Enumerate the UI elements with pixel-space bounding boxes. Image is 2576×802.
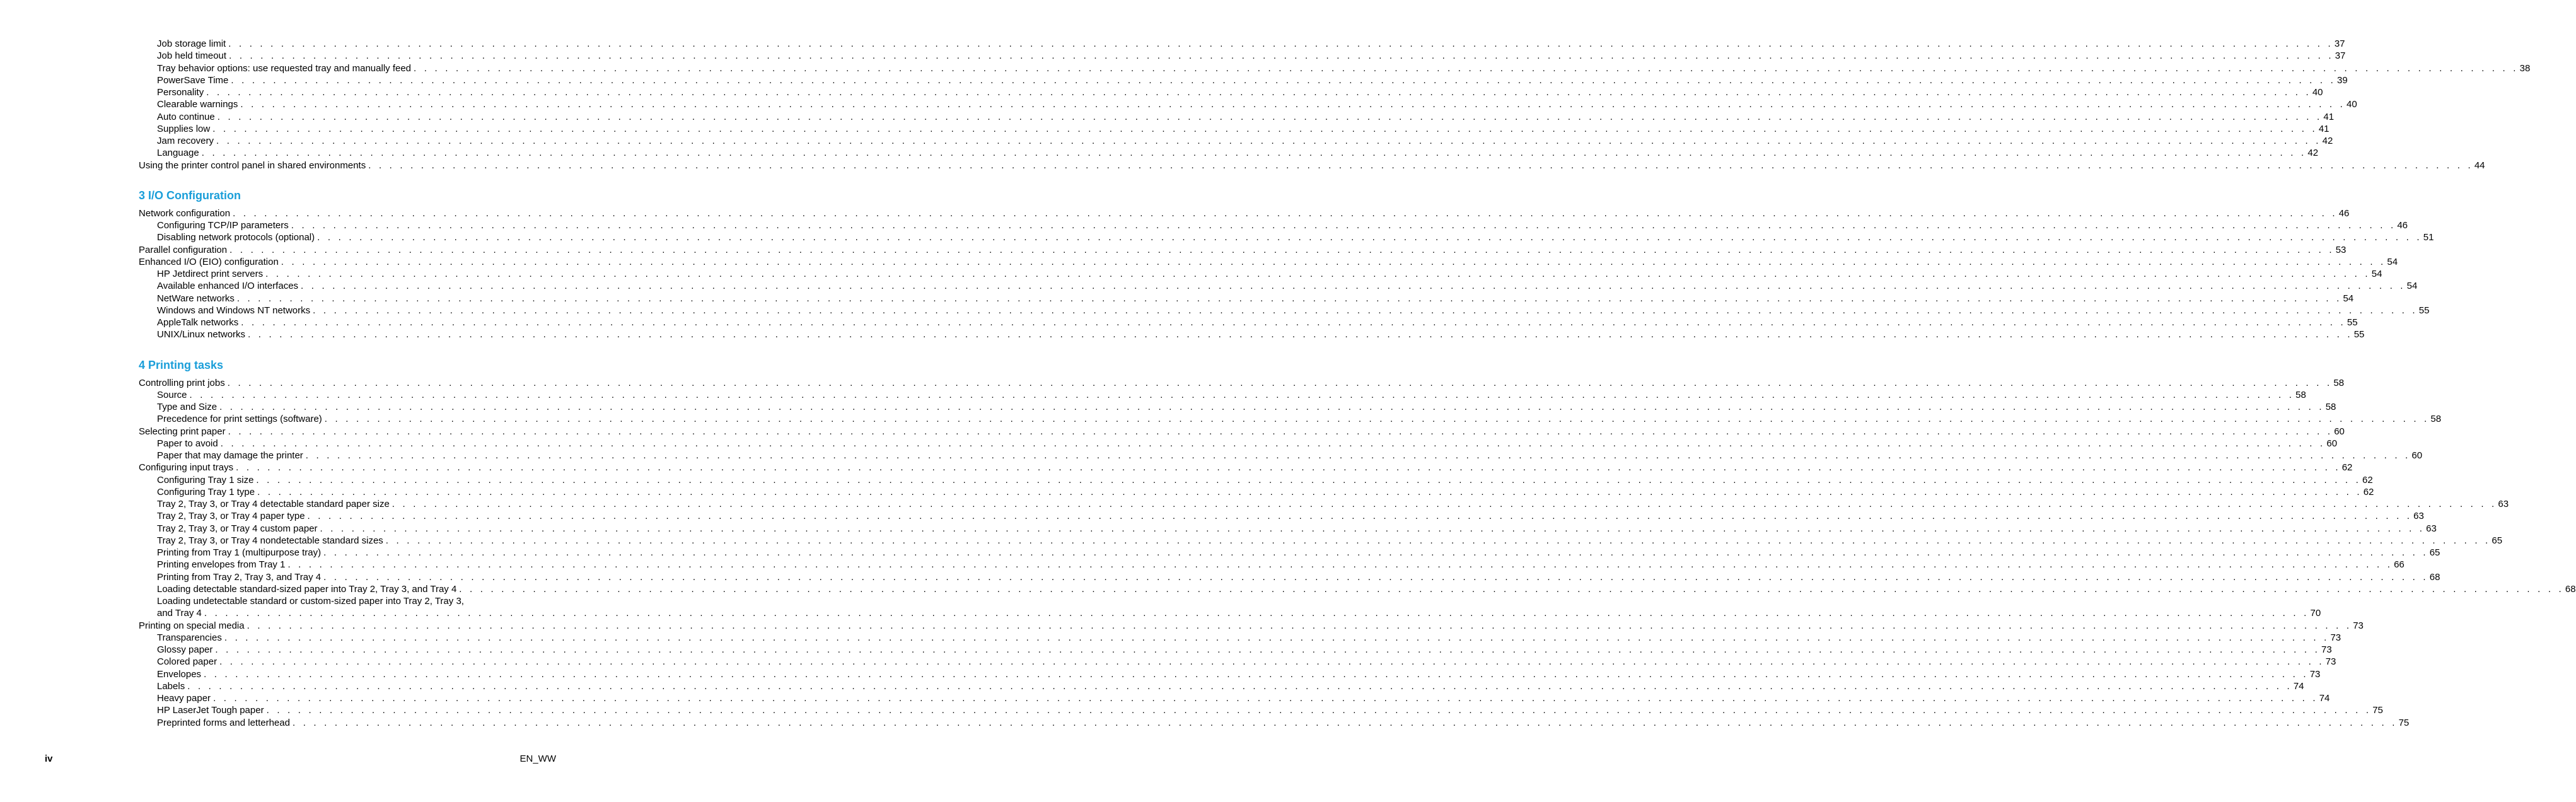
toc-entry-title: Transparencies: [157, 632, 222, 643]
toc-entry-title: HP LaserJet Tough paper: [157, 705, 264, 716]
toc-entry-title: Tray 2, Tray 3, or Tray 4 paper type: [157, 511, 305, 522]
toc-entry-title: Tray 2, Tray 3, or Tray 4 detectable standard paper size: [157, 499, 390, 509]
toc-entry-page: 74: [2293, 680, 2304, 692]
dot-leader: . . . . . . . . . . . . . . . . . . . . . . . . . . . . . . . . . . . . . . . . . . . . . . . . . . . . . . . . . . . . . . . . . . . . . . . . . . . . . . . . . . . . . . . . . . . . . . . . . . . . . . . . . . . . . . . . . . . . . . . . . . . . . . . . . . . . . . . . . . . . . . . . . . . . . . . . . . . . . . . . . . . . . . . . . . . . . . . . . . . . . . . . . . . . . . . . . . . . . . . .: [320, 523, 2425, 534]
dot-leader: . . . . . . . . . . . . . . . . . . . . . . . . . . . . . . . . . . . . . . . . . . . . . . . . . . . . . . . . . . . . . . . . . . . . . . . . . . . . . . . . . . . . . . . . . . . . . . . . . . . . . . . . . . . . . . . . . . . . . . . . . . . . . . . . . . . . . . . . . . . . . . . . . . . . . . . . . . . . . . . . . . . . . . . . . . . . . . . . . . . . . . . . . . . . . . . . . . . . . . . .: [229, 244, 2335, 255]
toc-entry[interactable]: [139, 426, 2345, 438]
toc-entry-title: Printing on special media: [139, 620, 245, 631]
dot-leader: . . . . . . . . . . . . . . . . . . . . . . . . . . . . . . . . . . . . . . . . . . . . . . . . . . . . . . . . . . . . . . . . . . . . . . . . . . . . . . . . . . . . . . . . . . . . . . . . . . . . . . . . . . . . . . . . . . . . . . . . . . . . . . . . . . . . . . . . . . . . . . . . . . . . . . . . . . . . . . . . . . . . . . . . . . . . . . . . . . . . . . . . . . . . . . . . . . . . . . . .: [212, 123, 2318, 134]
toc-entry-title: Clearable warnings: [157, 99, 238, 110]
dot-leader: . . . . . . . . . . . . . . . . . . . . . . . . . . . . . . . . . . . . . . . . . . . . . . . . . . . . . . . . . . . . . . . . . . . . . . . . . . . . . . . . . . . . . . . . . . . . . . . . . . . . . . . . . . . . . . . . . . . . . . . . . . . . . . . . . . . . . . . . . . . . . . . . . . . . . . . . . . . . . . . . . . . . . . . . . . . . . . . . . . . . . . . . . . . . . . . . . . . . . . . .: [216, 136, 2321, 146]
toc-entry-title: Jam recovery: [157, 136, 214, 146]
toc-entry-title: Selecting print paper: [139, 426, 226, 437]
toc-entry-title: HP Jetdirect print servers: [157, 269, 264, 279]
toc-entry-title: Paper to avoid: [157, 438, 218, 449]
toc-entry-page: 37: [2334, 38, 2345, 49]
toc-entry[interactable]: [139, 401, 2336, 413]
toc-entry-page: 74: [2319, 693, 2330, 704]
toc-entry-title: Tray 2, Tray 3, or Tray 4 custom paper: [157, 523, 318, 534]
toc-entry-title: Heavy paper: [157, 693, 211, 704]
dot-leader: . . . . . . . . . . . . . . . . . . . . . . . . . . . . . . . . . . . . . . . . . . . . . . . . . . . . . . . . . . . . . . . . . . . . . . . . . . . . . . . . . . . . . . . . . . . . . . . . . . . . . . . . . . . . . . . . . . . . . . . . . . . . . . . . . . . . . . . . . . . . . . . . . . . . . . . . . . . . . . . . . . . . . . . . . . . . . . . . . . . . . . . . . . . . . . . . . . . . . . . .: [206, 87, 2311, 98]
toc-entry-title: Configuring Tray 1 type: [157, 486, 255, 497]
toc-entry-title: Printing envelopes from Tray 1: [157, 559, 286, 571]
toc-entry-page: 65: [2492, 535, 2503, 546]
toc-entry[interactable]: [139, 111, 2335, 123]
toc-entry[interactable]: [139, 98, 2357, 110]
toc-entry-page: 54: [2387, 256, 2398, 267]
dot-leader: . . . . . . . . . . . . . . . . . . . . . . . . . . . . . . . . . . . . . . . . . . . . . . . . . . . . . . . . . . . . . . . . . . . . . . . . . . . . . . . . . . . . . . . . . . . . . . . . . . . . . . . . . . . . . . . . . . . . . . . . . . . . . . . . . . . . . . . . . . . . . . . . . . . . . . . . . . . . . . . . . . . . . . . . . . . . . . . . . . . . . . . . . . . . . . . . . . . . . . . .: [204, 608, 2309, 619]
dot-leader: . . . . . . . . . . . . . . . . . . . . . . . . . . . . . . . . . . . . . . . . . . . . . . . . . . . . . . . . . . . . . . . . . . . . . . . . . . . . . . . . . . . . . . . . . . . . . . . . . . . . . . . . . . . . . . . . . . . . . . . . . . . . . . . . . . . . . . . . . . . . . . . . . . . . . . . . . . . . . . . . . . . . . . . . . . . . . . . . . . . . . . . . . . . . . . . . . . . . . . . .: [233, 207, 2338, 219]
toc-entry[interactable]: [139, 160, 2485, 171]
toc-entry-title: Loading detectable standard-sized paper into Tray 2, Tray 3, and Tray 4: [157, 583, 457, 595]
toc-entry-page: 58: [2325, 402, 2336, 412]
toc-entry-title: Tray 2, Tray 3, or Tray 4 nondetectable standard sizes: [157, 535, 383, 546]
toc-entry-title: Supplies low: [157, 123, 211, 134]
dot-leader: . . . . . . . . . . . . . . . . . . . . . . . . . . . . . . . . . . . . . . . . . . . . . . . . . . . . . . . . . . . . . . . . . . . . . . . . . . . . . . . . . . . . . . . . . . . . . . . . . . . . . . . . . . . . . . . . . . . . . . . . . . . . . . . . . . . . . . . . . . . . . . . . . . . . . . . . . . . . . . . . . . . . . . . . . . . . . . . . . . . . . . . . . . . . . . . . . . . . . . . .: [189, 389, 2295, 400]
dot-leader: . . . . . . . . . . . . . . . . . . . . . . . . . . . . . . . . . . . . . . . . . . . . . . . . . . . . . . . . . . . . . . . . . . . . . . . . . . . . . . . . . . . . . . . . . . . . . . . . . . . . . . . . . . . . . . . . . . . . . . . . . . . . . . . . . . . . . . . . . . . . . . . . . . . . . . . . . . . . . . . . . . . . . . . . . . . . . . . . . . . . . . . . . . . . . . . . . . . . . . . .: [187, 680, 2292, 692]
toc-entry[interactable]: [139, 38, 2345, 50]
toc-entry-page: 66: [2394, 559, 2405, 571]
dot-leader: . . . . . . . . . . . . . . . . . . . . . . . . . . . . . . . . . . . . . . . . . . . . . . . . . . . . . . . . . . . . . . . . . . . . . . . . . . . . . . . . . . . . . . . . . . . . . . . . . . . . . . . . . . . . . . . . . . . . . . . . . . . . . . . . . . . . . . . . . . . . . . . . . . . . . . . . . . . . . . . . . . . . . . . . . . . . . . . . . . . . . . . . . . . . . . . . . . . . . . . .: [228, 38, 2333, 49]
toc-entry[interactable]: [139, 498, 2509, 510]
toc-entry[interactable]: [139, 86, 2323, 98]
toc-entry-page: 68: [2565, 583, 2576, 595]
toc-entry[interactable]: [139, 207, 2350, 219]
toc-entry-page: 41: [2318, 123, 2329, 134]
toc-entry-title: Job held timeout: [157, 50, 227, 62]
dot-leader: . . . . . . . . . . . . . . . . . . . . . . . . . . . . . . . . . . . . . . . . . . . . . . . . . . . . . . . . . . . . . . . . . . . . . . . . . . . . . . . . . . . . . . . . . . . . . . . . . . . . . . . . . . . . . . . . . . . . . . . . . . . . . . . . . . . . . . . . . . . . . . . . . . . . . . . . . . . . . . . . . . . . . . . . . . . . . . . . . . . . . . . . . . . . . . . . . . . . . . . .: [224, 632, 2329, 643]
toc-entry[interactable]: [139, 510, 2424, 522]
toc-entry-page: 73: [2309, 668, 2321, 680]
toc-entry[interactable]: [139, 680, 2304, 692]
dot-leader: . . . . . . . . . . . . . . . . . . . . . . . . . . . . . . . . . . . . . . . . . . . . . . . . . . . . . . . . . . . . . . . . . . . . . . . . . . . . . . . . . . . . . . . . . . . . . . . . . . . . . . . . . . . . . . . . . . . . . . . . . . . . . . . . . . . . . . . . . . . . . . . . . . . . . . . . . . . . . . . . . . . . . . . . . . . . . . . . . . . . . . . . . . . . . . . . . . . . . . . .: [201, 148, 2307, 159]
toc-entry-title: NetWare networks: [157, 293, 235, 304]
toc-entry-title: Configuring input trays: [139, 462, 234, 474]
toc-entry[interactable]: [139, 620, 2364, 632]
toc-entry-title: Network configuration: [139, 207, 231, 219]
dot-leader: . . . . . . . . . . . . . . . . . . . . . . . . . . . . . . . . . . . . . . . . . . . . . . . . . . . . . . . . . . . . . . . . . . . . . . . . . . . . . . . . . . . . . . . . . . . . . . . . . . . . . . . . . . . . . . . . . . . . . . . . . . . . . . . . . . . . . . . . . . . . . . . . . . . . . . . . . . . . . . . . . . . . . . . . . . . . . . . . . . . . . . . . . . . . . . . . . . . . . . . .: [248, 329, 2353, 340]
toc-entry-page: 51: [2423, 232, 2434, 243]
toc-entry-title: Using the printer control panel in shared environments: [139, 160, 366, 171]
dot-leader: . . . . . . . . . . . . . . . . . . . . . . . . . . . . . . . . . . . . . . . . . . . . . . . . . . . . . . . . . . . . . . . . . . . . . . . . . . . . . . . . . . . . . . . . . . . . . . . . . . . . . . . . . . . . . . . . . . . . . . . . . . . . . . . . . . . . . . . . . . . . . . . . . . . . . . . . . . . . . . . . . . . . . . . . . . . . . . . . . . . . . . . . . . . . . . . . . . . . . . . .: [414, 62, 2519, 74]
toc-entry-page: 42: [2307, 148, 2319, 159]
toc-entry[interactable]: [139, 135, 2333, 147]
toc-entry[interactable]: [139, 583, 2576, 595]
toc-entry[interactable]: [139, 305, 2430, 317]
dot-leader: . . . . . . . . . . . . . . . . . . . . . . . . . . . . . . . . . . . . . . . . . . . . . . . . . . . . . . . . . . . . . . . . . . . . . . . . . . . . . . . . . . . . . . . . . . . . . . . . . . . . . . . . . . . . . . . . . . . . . . . . . . . . . . . . . . . . . . . . . . . . . . . . . . . . . . . . . . . . . . . . . . . . . . . . . . . . . . . . . . . . . . . . . . . . . . . . . . . . . . . .: [213, 693, 2318, 704]
dot-leader: . . . . . . . . . . . . . . . . . . . . . . . . . . . . . . . . . . . . . . . . . . . . . . . . . . . . . . . . . . . . . . . . . . . . . . . . . . . . . . . . . . . . . . . . . . . . . . . . . . . . . . . . . . . . . . . . . . . . . . . . . . . . . . . . . . . . . . . . . . . . . . . . . . . . . . . . . . . . . . . . . . . . . . . . . . . . . . . . . . . . . . . . . . . . . . . . . . . . . . . .: [368, 160, 2473, 171]
toc-entry[interactable]: [139, 62, 2531, 74]
toc-entry-page: 40: [2312, 87, 2323, 98]
dot-leader: . . . . . . . . . . . . . . . . . . . . . . . . . . . . . . . . . . . . . . . . . . . . . . . . . . . . . . . . . . . . . . . . . . . . . . . . . . . . . . . . . . . . . . . . . . . . . . . . . . . . . . . . . . . . . . . . . . . . . . . . . . . . . . . . . . . . . . . . . . . . . . . . . . . . . . . . . . . . . . . . . . . . . . . . . . . . . . . . . . . . . . . . . . . . . . . . . . . . . . . .: [240, 99, 2346, 110]
toc-entry-title: Disabling network protocols (optional): [157, 232, 315, 243]
toc-entry-title: Configuring Tray 1 size: [157, 474, 254, 485]
toc-entry-page: 40: [2347, 99, 2357, 110]
dot-leader: . . . . . . . . . . . . . . . . . . . . . . . . . . . . . . . . . . . . . . . . . . . . . . . . . . . . . . . . . . . . . . . . . . . . . . . . . . . . . . . . . . . . . . . . . . . . . . . . . . . . . . . . . . . . . . . . . . . . . . . . . . . . . . . . . . . . . . . . . . . . . . . . . . . . . . . . . . . . . . . . . . . . . . . . . . . . . . . . . . . . . . . . . . . . . . . . . . . . . . . .: [305, 450, 2411, 461]
toc-entry[interactable]: [139, 317, 2358, 328]
dot-leader: . . . . . . . . . . . . . . . . . . . . . . . . . . . . . . . . . . . . . . . . . . . . . . . . . . . . . . . . . . . . . . . . . . . . . . . . . . . . . . . . . . . . . . . . . . . . . . . . . . . . . . . . . . . . . . . . . . . . . . . . . . . . . . . . . . . . . . . . . . . . . . . . . . . . . . . . . . . . . . . . . . . . . . . . . . . . . . . . . . . . . . . . . . . . . . . . . . . . . . . .: [291, 220, 2396, 231]
toc-entry-page: 73: [2330, 632, 2341, 643]
dot-leader: . . . . . . . . . . . . . . . . . . . . . . . . . . . . . . . . . . . . . . . . . . . . . . . . . . . . . . . . . . . . . . . . . . . . . . . . . . . . . . . . . . . . . . . . . . . . . . . . . . . . . . . . . . . . . . . . . . . . . . . . . . . . . . . . . . . . . . . . . . . . . . . . . . . . . . . . . . . . . . . . . . . . . . . . . . . . . . . . . . . . . . . . . . . . . . . . . . . . . . . .: [313, 305, 2418, 316]
toc-entry[interactable]: [139, 231, 2434, 243]
toc-entry[interactable]: [139, 547, 2440, 559]
toc-entry-title: Auto continue: [157, 111, 215, 122]
toc-entry-page: 54: [2371, 269, 2382, 279]
toc-entry[interactable]: [139, 632, 2341, 644]
dot-leader: . . . . . . . . . . . . . . . . . . . . . . . . . . . . . . . . . . . . . . . . . . . . . . . . . . . . . . . . . . . . . . . . . . . . . . . . . . . . . . . . . . . . . . . . . . . . . . . . . . . . . . . . . . . . . . . . . . . . . . . . . . . . . . . . . . . . . . . . . . . . . . . . . . . . . . . . . . . . . . . . . . . . . . . . . . . . . . . . . . . . . . . . . . . . . . . . . . . . . . . .: [266, 705, 2372, 716]
dot-leader: . . . . . . . . . . . . . . . . . . . . . . . . . . . . . . . . . . . . . . . . . . . . . . . . . . . . . . . . . . . . . . . . . . . . . . . . . . . . . . . . . . . . . . . . . . . . . . . . . . . . . . . . . . . . . . . . . . . . . . . . . . . . . . . . . . . . . . . . . . . . . . . . . . . . . . . . . . . . . . . . . . . . . . . . . . . . . . . . . . . . . . . . . . . . . . . . . . . . . . . .: [323, 547, 2428, 558]
toc-entry-page: 54: [2343, 293, 2354, 304]
toc-entry[interactable]: [139, 256, 2398, 268]
toc-entry-title: Preprinted forms and letterhead: [157, 717, 290, 728]
dot-leader: . . . . . . . . . . . . . . . . . . . . . . . . . . . . . . . . . . . . . . . . . . . . . . . . . . . . . . . . . . . . . . . . . . . . . . . . . . . . . . . . . . . . . . . . . . . . . . . . . . . . . . . . . . . . . . . . . . . . . . . . . . . . . . . . . . . . . . . . . . . . . . . . . . . . . . . . . . . . . . . . . . . . . . . . . . . . . . . . . . . . . . . . . . . . . . . . . . . . . . . .: [236, 293, 2342, 304]
toc-entry[interactable]: [139, 462, 2353, 474]
toc-entry[interactable]: [139, 668, 2321, 680]
toc-entry-title: Printing from Tray 1 (multipurpose tray): [157, 547, 322, 558]
dot-leader: . . . . . . . . . . . . . . . . . . . . . . . . . . . . . . . . . . . . . . . . . . . . . . . . . . . . . . . . . . . . . . . . . . . . . . . . . . . . . . . . . . . . . . . . . . . . . . . . . . . . . . . . . . . . . . . . . . . . . . . . . . . . . . . . . . . . . . . . . . . . . . . . . . . . . . . . . . . . . . . . . . . . . . . . . . . . . . . . . . . . . . . . . . . . . . . . . . . . . . . .: [220, 438, 2326, 449]
toc-entry-page: 41: [2323, 111, 2335, 122]
footer-page-number: iv: [45, 753, 53, 764]
toc-entry[interactable]: [139, 389, 2306, 401]
toc-entry-page: 68: [2429, 571, 2440, 583]
toc-entry-page: 55: [2347, 317, 2358, 328]
dot-leader: . . . . . . . . . . . . . . . . . . . . . . . . . . . . . . . . . . . . . . . . . . . . . . . . . . . . . . . . . . . . . . . . . . . . . . . . . . . . . . . . . . . . . . . . . . . . . . . . . . . . . . . . . . . . . . . . . . . . . . . . . . . . . . . . . . . . . . . . . . . . . . . . . . . . . . . . . . . . . . . . . . . . . . . . . . . . . . . . . . . . . . . . . . . . . . . . . . . . . . . .: [385, 535, 2491, 546]
toc-entry-page: 58: [2295, 389, 2306, 400]
toc-entry-title: Type and Size: [157, 402, 218, 412]
toc-entry-page: 75: [2372, 705, 2383, 716]
toc-entry-page: 55: [2418, 305, 2430, 316]
toc-entry[interactable]: [139, 438, 2338, 450]
toc-entry-title: Personality: [157, 87, 204, 98]
toc-entry-title: Glossy paper: [157, 644, 213, 655]
toc-entry-page: 62: [2362, 474, 2373, 485]
toc-entry[interactable]: [139, 559, 2405, 571]
toc-entry-page: 38: [2519, 62, 2531, 74]
toc-entry-title-line1: Loading undetectable standard or custom-sized paper into Tray 2, Tray 3,: [157, 596, 464, 607]
toc-entry[interactable]: [139, 50, 2346, 62]
toc-entry[interactable]: [139, 74, 2348, 86]
dot-leader: . . . . . . . . . . . . . . . . . . . . . . . . . . . . . . . . . . . . . . . . . . . . . . . . . . . . . . . . . . . . . . . . . . . . . . . . . . . . . . . . . . . . . . . . . . . . . . . . . . . . . . . . . . . . . . . . . . . . . . . . . . . . . . . . . . . . . . . . . . . . . . . . . . . . . . . . . . . . . . . . . . . . . . . . . . . . . . . . . . . . . . . . . . . . . . . . . . . . . . . .: [229, 50, 2334, 62]
toc-entry-page: 58: [2333, 377, 2345, 388]
toc-entry[interactable]: [139, 717, 2410, 729]
toc-entry-title: Available enhanced I/O interfaces: [157, 281, 299, 292]
dot-leader: . . . . . . . . . . . . . . . . . . . . . . . . . . . . . . . . . . . . . . . . . . . . . . . . . . . . . . . . . . . . . . . . . . . . . . . . . . . . . . . . . . . . . . . . . . . . . . . . . . . . . . . . . . . . . . . . . . . . . . . . . . . . . . . . . . . . . . . . . . . . . . . . . . . . . . . . . . . . . . . . . . . . . . . . . . . . . . . . . . . . . . . . . . . . . . . . . . . . . . . .: [228, 426, 2333, 437]
toc-entry-page: 58: [2430, 414, 2442, 425]
toc-entry-page: 75: [2398, 717, 2410, 728]
dot-leader: . . . . . . . . . . . . . . . . . . . . . . . . . . . . . . . . . . . . . . . . . . . . . . . . . . . . . . . . . . . . . . . . . . . . . . . . . . . . . . . . . . . . . . . . . . . . . . . . . . . . . . . . . . . . . . . . . . . . . . . . . . . . . . . . . . . . . . . . . . . . . . . . . . . . . . . . . . . . . . . . . . . . . . . . . . . . . . . . . . . . . . . . . . . . . . . . . . . . . . . .: [301, 281, 2406, 292]
toc-entry-title: Controlling print jobs: [139, 377, 225, 388]
dot-leader: . . . . . . . . . . . . . . . . . . . . . . . . . . . . . . . . . . . . . . . . . . . . . . . . . . . . . . . . . . . . . . . . . . . . . . . . . . . . . . . . . . . . . . . . . . . . . . . . . . . . . . . . . . . . . . . . . . . . . . . . . . . . . . . . . . . . . . . . . . . . . . . . . . . . . . . . . . . . . . . . . . . . . . . . . . . . . . . . . . . . . . . . . . . . . . . . . . . . . . . .: [231, 74, 2336, 86]
toc-entry-title: AppleTalk networks: [157, 317, 239, 328]
toc-entry-title: Enhanced I/O (EIO) configuration: [139, 256, 279, 267]
toc-entry[interactable]: [139, 450, 2423, 462]
toc-entry[interactable]: [139, 123, 2329, 135]
toc-entry-page: 73: [2353, 620, 2364, 631]
toc-entry[interactable]: [139, 268, 2382, 280]
dot-leader: . . . . . . . . . . . . . . . . . . . . . . . . . . . . . . . . . . . . . . . . . . . . . . . . . . . . . . . . . . . . . . . . . . . . . . . . . . . . . . . . . . . . . . . . . . . . . . . . . . . . . . . . . . . . . . . . . . . . . . . . . . . . . . . . . . . . . . . . . . . . . . . . . . . . . . . . . . . . . . . . . . . . . . . . . . . . . . . . . . . . . . . . . . . . . . . . . . . . . . . .: [307, 511, 2413, 522]
toc-entry-page: 62: [2363, 486, 2374, 497]
toc-entry[interactable]: [139, 293, 2354, 305]
toc-entry[interactable]: [139, 474, 2373, 486]
toc-entry-page: 73: [2321, 644, 2332, 655]
dot-leader: . . . . . . . . . . . . . . . . . . . . . . . . . . . . . . . . . . . . . . . . . . . . . . . . . . . . . . . . . . . . . . . . . . . . . . . . . . . . . . . . . . . . . . . . . . . . . . . . . . . . . . . . . . . . . . . . . . . . . . . . . . . . . . . . . . . . . . . . . . . . . . . . . . . . . . . . . . . . . . . . . . . . . . . . . . . . . . . . . . . . . . . . . . . . . . . . . . . . . . . .: [247, 620, 2352, 631]
toc-entry-page: 65: [2429, 547, 2440, 558]
toc-entry-page: 55: [2353, 329, 2365, 340]
toc-entry-page: 39: [2337, 74, 2348, 86]
toc-entry-page: 63: [2413, 511, 2424, 522]
toc-entry-title: Parallel configuration: [139, 244, 228, 255]
table-of-contents: [139, 38, 2576, 729]
dot-leader: . . . . . . . . . . . . . . . . . . . . . . . . . . . . . . . . . . . . . . . . . . . . . . . . . . . . . . . . . . . . . . . . . . . . . . . . . . . . . . . . . . . . . . . . . . . . . . . . . . . . . . . . . . . . . . . . . . . . . . . . . . . . . . . . . . . . . . . . . . . . . . . . . . . . . . . . . . . . . . . . . . . . . . . . . . . . . . . . . . . . . . . . . . . . . . . . . . . . . . . .: [204, 668, 2309, 680]
toc-entry[interactable]: [139, 692, 2330, 704]
toc-entry-title: UNIX/Linux networks: [157, 329, 246, 340]
toc-entry[interactable]: [139, 219, 2408, 231]
toc-entry[interactable]: [139, 704, 2383, 716]
toc-entry[interactable]: [139, 595, 2321, 620]
toc-entry[interactable]: [139, 644, 2332, 656]
dot-leader: . . . . . . . . . . . . . . . . . . . . . . . . . . . . . . . . . . . . . . . . . . . . . . . . . . . . . . . . . . . . . . . . . . . . . . . . . . . . . . . . . . . . . . . . . . . . . . . . . . . . . . . . . . . . . . . . . . . . . . . . . . . . . . . . . . . . . . . . . . . . . . . . . . . . . . . . . . . . . . . . . . . . . . . . . . . . . . . . . . . . . . . . . . . . . . . . . . . . . . . .: [392, 499, 2497, 509]
toc-entry[interactable]: [139, 244, 2347, 256]
toc-entry-title: Paper that may damage the printer: [157, 450, 303, 461]
toc-entry[interactable]: [139, 535, 2503, 547]
toc-entry-title: and Tray 4: [157, 608, 202, 619]
toc-entry-title: Language: [157, 148, 199, 159]
dot-leader: . . . . . . . . . . . . . . . . . . . . . . . . . . . . . . . . . . . . . . . . . . . . . . . . . . . . . . . . . . . . . . . . . . . . . . . . . . . . . . . . . . . . . . . . . . . . . . . . . . . . . . . . . . . . . . . . . . . . . . . . . . . . . . . . . . . . . . . . . . . . . . . . . . . . . . . . . . . . . . . . . . . . . . . . . . . . . . . . . . . . . . . . . . . . . . . . . . . . . . . .: [241, 317, 2346, 328]
toc-entry-page: 60: [2334, 426, 2345, 437]
toc-entry-page: 60: [2326, 438, 2338, 449]
dot-leader: . . . . . . . . . . . . . . . . . . . . . . . . . . . . . . . . . . . . . . . . . . . . . . . . . . . . . . . . . . . . . . . . . . . . . . . . . . . . . . . . . . . . . . . . . . . . . . . . . . . . . . . . . . . . . . . . . . . . . . . . . . . . . . . . . . . . . . . . . . . . . . . . . . . . . . . . . . . . . . . . . . . . . . . . . . . . . . . . . . . . . . . . . . . . . . . . . . . . . . . .: [324, 414, 2430, 425]
toc-entry[interactable]: [139, 328, 2365, 340]
dot-leader: . . . . . . . . . . . . . . . . . . . . . . . . . . . . . . . . . . . . . . . . . . . . . . . . . . . . . . . . . . . . . . . . . . . . . . . . . . . . . . . . . . . . . . . . . . . . . . . . . . . . . . . . . . . . . . . . . . . . . . . . . . . . . . . . . . . . . . . . . . . . . . . . . . . . . . . . . . . . . . . . . . . . . . . . . . . . . . . . . . . . . . . . . . . . . . . . . . . . . . . .: [256, 474, 2362, 485]
toc-entry-title: Configuring TCP/IP parameters: [157, 220, 289, 231]
toc-entry-page: 42: [2322, 136, 2333, 146]
section-heading: 3 I/O Configuration: [139, 189, 241, 202]
toc-entry-page: 37: [2335, 50, 2346, 62]
toc-entry[interactable]: [139, 523, 2437, 535]
toc-entry-title: Windows and Windows NT networks: [157, 305, 311, 316]
section-heading: 4 Printing tasks: [139, 358, 224, 371]
toc-entry[interactable]: [139, 147, 2319, 159]
dot-leader: . . . . . . . . . . . . . . . . . . . . . . . . . . . . . . . . . . . . . . . . . . . . . . . . . . . . . . . . . . . . . . . . . . . . . . . . . . . . . . . . . . . . . . . . . . . . . . . . . . . . . . . . . . . . . . . . . . . . . . . . . . . . . . . . . . . . . . . . . . . . . . . . . . . . . . . . . . . . . . . . . . . . . . . . . . . . . . . . . . . . . . . . . . . . . . . . . . . . . . . .: [459, 583, 2564, 595]
toc-entry[interactable]: [139, 571, 2440, 583]
dot-leader: . . . . . . . . . . . . . . . . . . . . . . . . . . . . . . . . . . . . . . . . . . . . . . . . . . . . . . . . . . . . . . . . . . . . . . . . . . . . . . . . . . . . . . . . . . . . . . . . . . . . . . . . . . . . . . . . . . . . . . . . . . . . . . . . . . . . . . . . . . . . . . . . . . . . . . . . . . . . . . . . . . . . . . . . . . . . . . . . . . . . . . . . . . . . . . . . . . . . . . . .: [317, 232, 2422, 243]
toc-entry-page: 60: [2411, 450, 2423, 461]
toc-entry[interactable]: [139, 377, 2345, 389]
toc-entry-page: 44: [2474, 160, 2485, 171]
toc-entry-page: 53: [2335, 244, 2347, 255]
toc-entry[interactable]: [139, 413, 2442, 425]
toc-entry-title: Labels: [157, 680, 185, 692]
toc-entry-page: 46: [2397, 220, 2408, 231]
toc-entry-title: Tray behavior options: use requested tray and manually feed: [157, 62, 412, 74]
toc-entry[interactable]: [139, 280, 2418, 292]
toc-entry-page: 63: [2498, 499, 2509, 509]
dot-leader: . . . . . . . . . . . . . . . . . . . . . . . . . . . . . . . . . . . . . . . . . . . . . . . . . . . . . . . . . . . . . . . . . . . . . . . . . . . . . . . . . . . . . . . . . . . . . . . . . . . . . . . . . . . . . . . . . . . . . . . . . . . . . . . . . . . . . . . . . . . . . . . . . . . . . . . . . . . . . . . . . . . . . . . . . . . . . . . . . . . . . . . . . . . . . . . . . . . . . . . .: [215, 644, 2320, 655]
toc-entry-page: 63: [2426, 523, 2437, 534]
toc-entry-page: 73: [2325, 656, 2336, 668]
toc-entry[interactable]: [139, 656, 2336, 668]
dot-leader: . . . . . . . . . . . . . . . . . . . . . . . . . . . . . . . . . . . . . . . . . . . . . . . . . . . . . . . . . . . . . . . . . . . . . . . . . . . . . . . . . . . . . . . . . . . . . . . . . . . . . . . . . . . . . . . . . . . . . . . . . . . . . . . . . . . . . . . . . . . . . . . . . . . . . . . . . . . . . . . . . . . . . . . . . . . . . . . . . . . . . . . . . . . . . . . . . . . . . . . .: [323, 571, 2428, 583]
toc-entry-title: Printing from Tray 2, Tray 3, and Tray 4: [157, 571, 322, 583]
toc-entry-title: Job storage limit: [157, 38, 226, 49]
dot-leader: . . . . . . . . . . . . . . . . . . . . . . . . . . . . . . . . . . . . . . . . . . . . . . . . . . . . . . . . . . . . . . . . . . . . . . . . . . . . . . . . . . . . . . . . . . . . . . . . . . . . . . . . . . . . . . . . . . . . . . . . . . . . . . . . . . . . . . . . . . . . . . . . . . . . . . . . . . . . . . . . . . . . . . . . . . . . . . . . . . . . . . . . . . . . . . . . . . . . . . . .: [219, 656, 2324, 668]
dot-leader: . . . . . . . . . . . . . . . . . . . . . . . . . . . . . . . . . . . . . . . . . . . . . . . . . . . . . . . . . . . . . . . . . . . . . . . . . . . . . . . . . . . . . . . . . . . . . . . . . . . . . . . . . . . . . . . . . . . . . . . . . . . . . . . . . . . . . . . . . . . . . . . . . . . . . . . . . . . . . . . . . . . . . . . . . . . . . . . . . . . . . . . . . . . . . . . . . . . . . . . .: [292, 717, 2398, 728]
toc-entry-page: 46: [2338, 207, 2350, 219]
toc-entry-title: Colored paper: [157, 656, 218, 668]
toc-entry[interactable]: [139, 486, 2374, 498]
toc-entry-title: PowerSave Time: [157, 74, 229, 86]
dot-leader: . . . . . . . . . . . . . . . . . . . . . . . . . . . . . . . . . . . . . . . . . . . . . . . . . . . . . . . . . . . . . . . . . . . . . . . . . . . . . . . . . . . . . . . . . . . . . . . . . . . . . . . . . . . . . . . . . . . . . . . . . . . . . . . . . . . . . . . . . . . . . . . . . . . . . . . . . . . . . . . . . . . . . . . . . . . . . . . . . . . . . . . . . . . . . . . . . . . . . . . .: [257, 486, 2362, 497]
dot-leader: . . . . . . . . . . . . . . . . . . . . . . . . . . . . . . . . . . . . . . . . . . . . . . . . . . . . . . . . . . . . . . . . . . . . . . . . . . . . . . . . . . . . . . . . . . . . . . . . . . . . . . . . . . . . . . . . . . . . . . . . . . . . . . . . . . . . . . . . . . . . . . . . . . . . . . . . . . . . . . . . . . . . . . . . . . . . . . . . . . . . . . . . . . . . . . . . . . . . . . . .: [219, 402, 2324, 412]
toc-entry-title: Source: [157, 389, 187, 400]
dot-leader: . . . . . . . . . . . . . . . . . . . . . . . . . . . . . . . . . . . . . . . . . . . . . . . . . . . . . . . . . . . . . . . . . . . . . . . . . . . . . . . . . . . . . . . . . . . . . . . . . . . . . . . . . . . . . . . . . . . . . . . . . . . . . . . . . . . . . . . . . . . . . . . . . . . . . . . . . . . . . . . . . . . . . . . . . . . . . . . . . . . . . . . . . . . . . . . . . . . . . . . .: [217, 111, 2323, 122]
toc-entry-page: 62: [2341, 462, 2353, 474]
footer-edition: EN_WW: [519, 753, 556, 764]
dot-leader: . . . . . . . . . . . . . . . . . . . . . . . . . . . . . . . . . . . . . . . . . . . . . . . . . . . . . . . . . . . . . . . . . . . . . . . . . . . . . . . . . . . . . . . . . . . . . . . . . . . . . . . . . . . . . . . . . . . . . . . . . . . . . . . . . . . . . . . . . . . . . . . . . . . . . . . . . . . . . . . . . . . . . . . . . . . . . . . . . . . . . . . . . . . . . . . . . . . . . . . .: [287, 559, 2393, 571]
dot-leader: . . . . . . . . . . . . . . . . . . . . . . . . . . . . . . . . . . . . . . . . . . . . . . . . . . . . . . . . . . . . . . . . . . . . . . . . . . . . . . . . . . . . . . . . . . . . . . . . . . . . . . . . . . . . . . . . . . . . . . . . . . . . . . . . . . . . . . . . . . . . . . . . . . . . . . . . . . . . . . . . . . . . . . . . . . . . . . . . . . . . . . . . . . . . . . . . . . . . . . . .: [281, 256, 2386, 267]
toc-entry-title: Precedence for print settings (software): [157, 414, 322, 425]
dot-leader: . . . . . . . . . . . . . . . . . . . . . . . . . . . . . . . . . . . . . . . . . . . . . . . . . . . . . . . . . . . . . . . . . . . . . . . . . . . . . . . . . . . . . . . . . . . . . . . . . . . . . . . . . . . . . . . . . . . . . . . . . . . . . . . . . . . . . . . . . . . . . . . . . . . . . . . . . . . . . . . . . . . . . . . . . . . . . . . . . . . . . . . . . . . . . . . . . . . . . . . .: [236, 462, 2341, 474]
toc-entry-title: Envelopes: [157, 668, 202, 680]
toc-entry-page: 54: [2406, 281, 2418, 292]
toc-entry-page: 70: [2310, 608, 2321, 619]
dot-leader: . . . . . . . . . . . . . . . . . . . . . . . . . . . . . . . . . . . . . . . . . . . . . . . . . . . . . . . . . . . . . . . . . . . . . . . . . . . . . . . . . . . . . . . . . . . . . . . . . . . . . . . . . . . . . . . . . . . . . . . . . . . . . . . . . . . . . . . . . . . . . . . . . . . . . . . . . . . . . . . . . . . . . . . . . . . . . . . . . . . . . . . . . . . . . . . . . . . . . . . .: [265, 269, 2370, 279]
dot-leader: . . . . . . . . . . . . . . . . . . . . . . . . . . . . . . . . . . . . . . . . . . . . . . . . . . . . . . . . . . . . . . . . . . . . . . . . . . . . . . . . . . . . . . . . . . . . . . . . . . . . . . . . . . . . . . . . . . . . . . . . . . . . . . . . . . . . . . . . . . . . . . . . . . . . . . . . . . . . . . . . . . . . . . . . . . . . . . . . . . . . . . . . . . . . . . . . . . . . . . . .: [227, 377, 2333, 388]
